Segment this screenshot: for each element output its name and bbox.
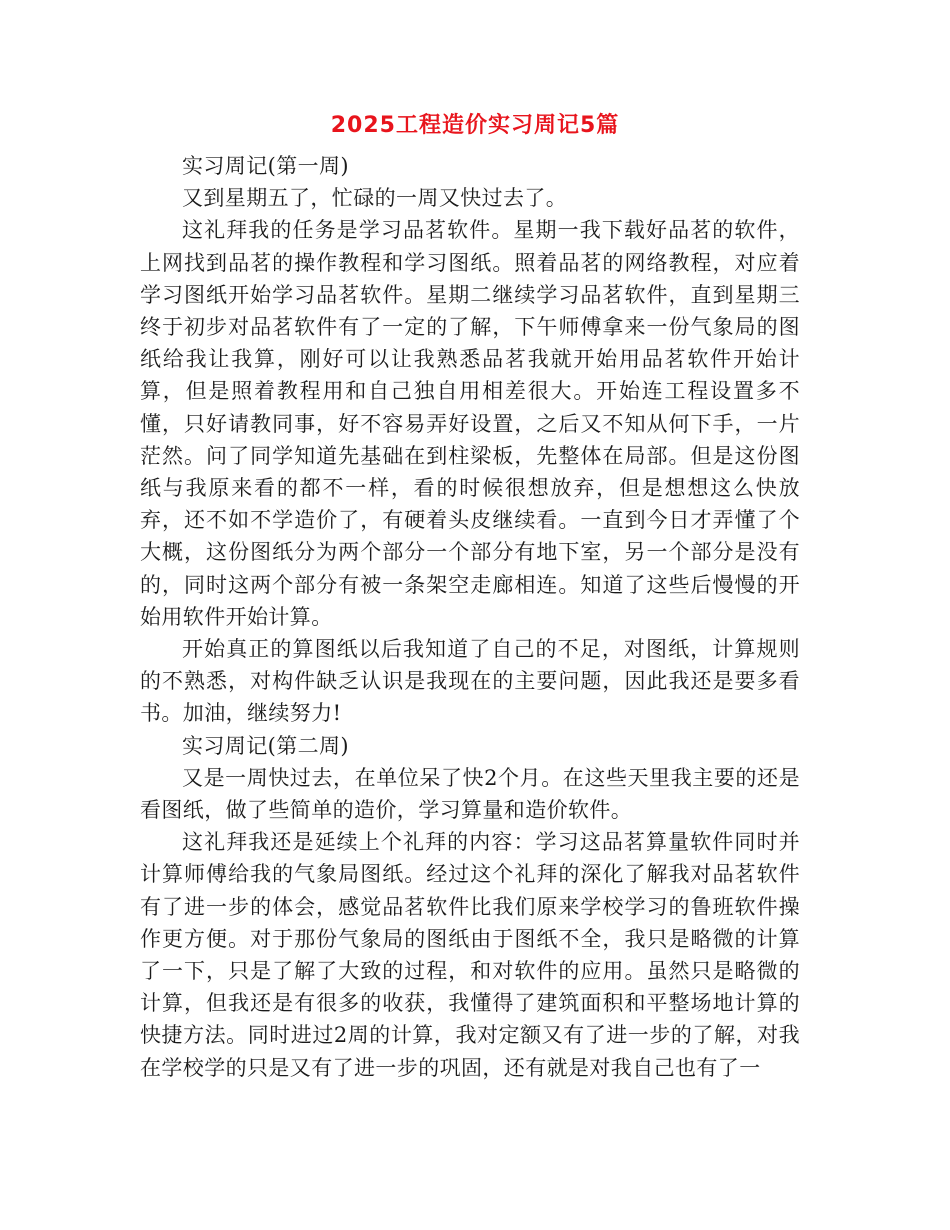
paragraph-week2-heading: 实习周记(第二周) xyxy=(182,733,349,758)
document-body xyxy=(140,150,800,1084)
paragraph-week1-heading: 实习周记(第一周) xyxy=(182,154,349,178)
paragraph: 又是一周快过去，在单位呆了快2个月。在这些天里我主要的还是看图纸，做了些简单的造价，学习算量和造价软件。 xyxy=(140,765,800,823)
paragraph: 又到星期五了，忙碌的一周又快过去了。 xyxy=(182,186,568,211)
document-title: 2025工程造价实习周记5篇 xyxy=(330,113,620,138)
paragraph: 开始真正的算图纸以后我知道了自己的不足，对图纸，计算规则的不熟悉，对构件缺乏认识是我现在的主要问题，因此我还是要多看书。加油，继续努力! xyxy=(140,637,800,726)
paragraph: 这礼拜我还是延续上个礼拜的内容：学习这品茗算量软件同时并计算师傅给我的气象局图纸。经过这个礼拜的深化了解我对品茗软件有了进一步的体会，感觉品茗软件比我们原来学校学习的鲁班软件操作更方便。对于那份气象局的图纸由于图纸不全，我只是略微的计算了一下，只是了解了大致的过程，和对软件的应用。虽然只是略微的计算，但我还是有很多的收获，我懂得了建筑面积和平整场地计算的快捷方法。同时进过2周的计算，我对定额又有了进一步的了解，对我在学校学的只是又有了进一步的巩固，还有就是对我自己也有了一 xyxy=(140,830,800,1080)
paragraph: 这礼拜我的任务是学习品茗软件。星期一我下载好品茗的软件，上网找到品茗的操作教程和学习图纸。照着品茗的网络教程，对应着学习图纸开始学习品茗软件。星期二继续学习品茗软件，直到星期三终于初步对品茗软件有了一定的了解，下午师傅拿来一份气象局的图纸给我让我算，刚好可以让我熟悉品茗我就开始用品茗软件开始计算，但是照着教程用和自己独自用相差很大。开始连工程设置多不懂，只好请教同事，好不容易弄好设置，之后又不知从何下手，一片茫然。问了同学知道先基础在到柱梁板，先整体在局部。但是这份图纸与我原来看的都不一样，看的时候很想放弃，但是想想这么快放弃，还不如不学造价了，有硬着头皮继续看。一直到今日才弄懂了个大概，这份图纸分为两个部分一个部分有地下室，另一个部分是没有的，同时这两个部分有被一条架空走廊相连。知道了这些后慢慢的开始用软件开始计算。 xyxy=(140,218,800,629)
